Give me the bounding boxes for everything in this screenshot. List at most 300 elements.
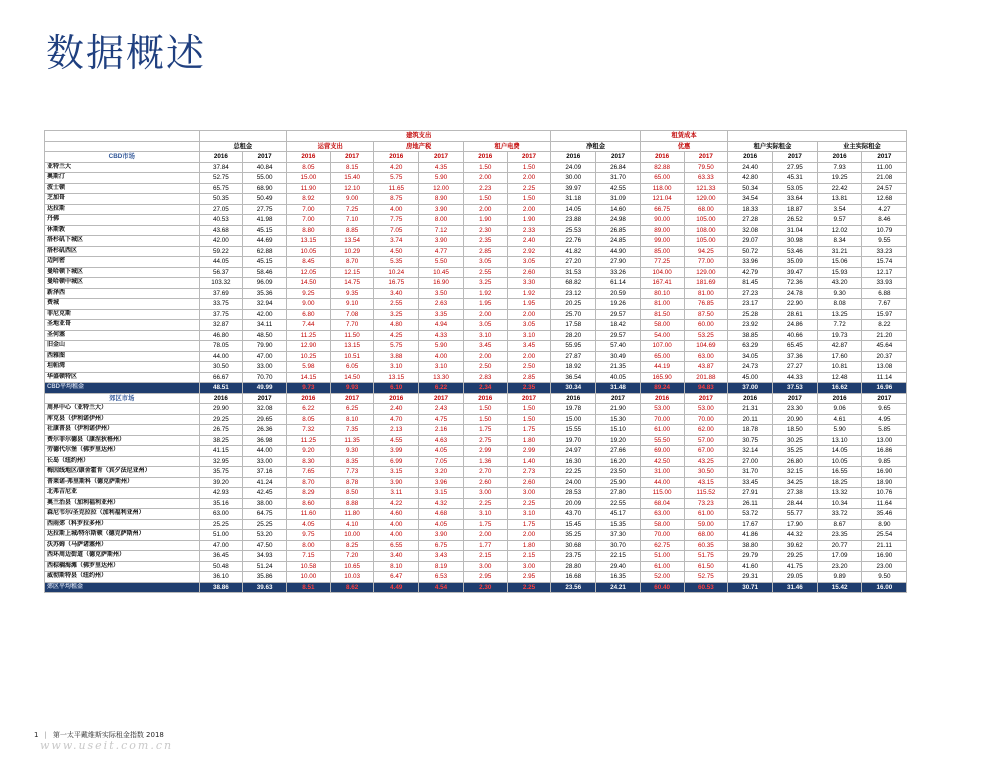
table-cell: 61.00 (684, 509, 728, 520)
table-cell: 24.78 (772, 288, 817, 299)
table-cell: 10.81 (817, 362, 862, 373)
table-cell: 20.90 (772, 414, 817, 425)
table-cell: 19.26 (596, 299, 641, 310)
table-row (45, 215, 948, 226)
table-cell: 31.53 (551, 267, 596, 278)
table-cell: 27.20 (551, 257, 596, 268)
table-cell: 10.00 (330, 530, 374, 541)
table-cell: 7.00 (287, 215, 331, 226)
table-cell: 30.49 (596, 351, 641, 362)
table-cell: 69.00 (640, 446, 684, 457)
table-cell: 53.25 (684, 330, 728, 341)
average-cell: 2.35 (507, 383, 551, 394)
table-cell: 2.40 (507, 236, 551, 247)
table-cell: 12.00 (419, 183, 464, 194)
table-cell: 14.50 (287, 278, 331, 289)
table-cell: 7.75 (374, 215, 419, 226)
table-cell: 2.00 (463, 204, 507, 215)
table-cell: 3.25 (463, 278, 507, 289)
table-cell: 81.00 (640, 299, 684, 310)
table-cell: 7.93 (817, 162, 862, 173)
table-cell: 9.00 (330, 194, 374, 205)
table-cell: 3.05 (463, 320, 507, 331)
table-cell: 53.46 (772, 246, 817, 257)
table-cell: 15.30 (596, 414, 641, 425)
table-cell: 31.00 (640, 467, 684, 478)
table-cell: 7.05 (419, 456, 464, 467)
table-cell: 1.92 (463, 288, 507, 299)
table-cell: 3.45 (463, 341, 507, 352)
table-cell: 103.32 (199, 278, 243, 289)
table-cell: 44.32 (772, 530, 817, 541)
table-cell: 12.15 (330, 267, 374, 278)
table-cell: 3.50 (419, 288, 464, 299)
table-cell: 36.54 (551, 372, 596, 383)
table-cell: 31.21 (817, 246, 862, 257)
table-cell: 8.67 (817, 519, 862, 530)
table-cell: 54.00 (640, 330, 684, 341)
average-cell: 24.21 (596, 582, 641, 593)
table-cell: 60.35 (684, 540, 728, 551)
table-cell: 68.04 (640, 498, 684, 509)
table-cell: 1.50 (463, 162, 507, 173)
table-cell: 8.85 (330, 225, 374, 236)
table-cell: 24.86 (772, 320, 817, 331)
table-cell: 121.33 (684, 183, 728, 194)
table-cell: 1.50 (507, 404, 551, 415)
table-cell: 44.69 (243, 236, 287, 247)
table-cell: 30.98 (772, 236, 817, 247)
table-cell: 3.10 (507, 509, 551, 520)
table-cell: 10.03 (330, 572, 374, 583)
table-cell: 34.54 (728, 194, 773, 205)
table-cell: 44.19 (640, 362, 684, 373)
table-cell: 4.50 (374, 246, 419, 257)
table-cell: 1.75 (463, 425, 507, 436)
table-cell: 53.00 (684, 404, 728, 415)
table-cell: 8.45 (287, 257, 331, 268)
year-header: 2017 (684, 393, 728, 404)
table-cell: 3.35 (419, 309, 464, 320)
table-cell: 36.98 (243, 435, 287, 446)
table-cell: 43.20 (817, 278, 862, 289)
table-cell: 11.90 (287, 183, 331, 194)
header-building-costs: 建筑支出 (287, 131, 551, 142)
table-cell: 8.88 (330, 498, 374, 509)
table-cell: 10.29 (330, 246, 374, 257)
table-row (45, 540, 948, 551)
table-cell: 4.60 (374, 509, 419, 520)
table-cell: 9.30 (817, 288, 862, 299)
table-cell: 70.00 (640, 530, 684, 541)
table-cell: 13.08 (862, 362, 907, 373)
table-cell: 34.11 (243, 320, 287, 331)
table-cell: 33.26 (596, 267, 641, 278)
table-cell: 29.57 (596, 330, 641, 341)
table-cell: 3.10 (463, 330, 507, 341)
table-cell: 6.05 (330, 362, 374, 373)
table-cell: 68.00 (684, 530, 728, 541)
table-cell: 2.73 (507, 467, 551, 478)
table-cell: 25.25 (199, 519, 243, 530)
table-cell: 42.93 (199, 488, 243, 499)
table-cell: 2.60 (463, 477, 507, 488)
table-cell: 8.22 (862, 320, 907, 331)
table-cell: 10.65 (330, 561, 374, 572)
table-cell: 1.75 (507, 519, 551, 530)
table-cell: 33.96 (728, 257, 773, 268)
table-cell: 108.00 (684, 225, 728, 236)
table-cell: 57.00 (684, 435, 728, 446)
average-cell: 2.30 (463, 582, 507, 593)
table-cell: 31.70 (596, 173, 641, 184)
table-cell: 129.00 (684, 267, 728, 278)
table-cell: 19.25 (817, 173, 862, 184)
market-name: 西雨郊（科罗拉多州） (45, 519, 200, 530)
table-cell: 14.05 (817, 446, 862, 457)
market-name: 曼哈顿下城区 (45, 267, 200, 278)
table-cell: 76.85 (684, 299, 728, 310)
year-header: 2017 (243, 393, 287, 404)
table-cell: 82.88 (640, 162, 684, 173)
table-cell: 1.90 (463, 215, 507, 226)
table-cell: 32.15 (772, 467, 817, 478)
table-cell: 41.60 (728, 561, 773, 572)
table-cell: 10.34 (817, 498, 862, 509)
table-row (45, 278, 948, 289)
table-cell: 30.25 (772, 435, 817, 446)
header-lease-fee: 租户电费 (463, 141, 550, 152)
table-cell: 8.70 (287, 477, 331, 488)
table-cell: 9.57 (817, 215, 862, 226)
table-cell: 16.75 (374, 278, 419, 289)
year-header: 2017 (684, 152, 728, 163)
table-cell: 2.85 (507, 372, 551, 383)
table-cell: 16.20 (596, 456, 641, 467)
table-cell: 18.25 (817, 477, 862, 488)
table-cell: 28.61 (772, 309, 817, 320)
table-cell: 41.98 (243, 215, 287, 226)
table-cell: 25.25 (243, 519, 287, 530)
table-cell: 42.00 (243, 309, 287, 320)
table-cell: 3.00 (507, 488, 551, 499)
table-cell: 1.50 (507, 414, 551, 425)
table-cell: 25.28 (728, 309, 773, 320)
table-cell: 2.00 (507, 351, 551, 362)
average-cell: 49.99 (243, 383, 287, 394)
table-cell: 23.12 (551, 288, 596, 299)
year-header: 2017 (772, 152, 817, 163)
table-cell: 15.74 (862, 257, 907, 268)
table-cell: 81.45 (728, 278, 773, 289)
table-cell: 4.05 (419, 519, 464, 530)
table-cell: 37.84 (199, 162, 243, 173)
table-cell: 29.25 (772, 551, 817, 562)
table-cell: 24.00 (551, 477, 596, 488)
table-cell: 13.81 (817, 194, 862, 205)
table-cell: 45.31 (772, 173, 817, 184)
market-name: 洛杉矶西区 (45, 246, 200, 257)
table-cell: 20.11 (728, 414, 773, 425)
table-cell: 1.90 (507, 215, 551, 226)
table-cell: 10.58 (287, 561, 331, 572)
table-cell: 5.85 (862, 425, 907, 436)
table-cell: 13.15 (287, 236, 331, 247)
year-header: 2017 (862, 393, 907, 404)
table-cell: 2.00 (463, 351, 507, 362)
table-row (45, 267, 948, 278)
market-name: 西棕榈海滩（佛罗里达州） (45, 561, 200, 572)
table-cell: 11.35 (330, 435, 374, 446)
year-header: 2016 (551, 393, 596, 404)
table-cell: 33.00 (243, 362, 287, 373)
table-cell: 9.65 (862, 404, 907, 415)
table-cell: 6.80 (287, 309, 331, 320)
table-cell: 32.08 (728, 225, 773, 236)
table-cell: 22.76 (551, 236, 596, 247)
table-cell: 78.05 (199, 341, 243, 352)
table-cell: 2.25 (463, 498, 507, 509)
table-cell: 25.54 (862, 530, 907, 541)
table-cell: 1.50 (463, 404, 507, 415)
table-cell: 5.50 (419, 257, 464, 268)
table-cell: 18.87 (772, 204, 817, 215)
table-cell: 27.38 (772, 488, 817, 499)
table-cell: 23.50 (596, 467, 641, 478)
average-cell: 4.54 (419, 582, 464, 593)
average-cell: 16.00 (862, 582, 907, 593)
table-cell: 72.36 (772, 278, 817, 289)
header-net-rent: 净租金 (551, 141, 640, 152)
market-name: 费尔菲尔德县（康涅狄格州） (45, 435, 200, 446)
table-cell: 34.25 (772, 477, 817, 488)
table-cell: 2.99 (507, 446, 551, 457)
average-cell: 37.53 (772, 383, 817, 394)
table-cell: 89.00 (640, 225, 684, 236)
table-cell: 7.05 (374, 225, 419, 236)
table-cell: 105.00 (684, 215, 728, 226)
table-cell: 33.93 (862, 278, 907, 289)
table-cell: 3.20 (419, 467, 464, 478)
table-cell: 4.27 (862, 204, 907, 215)
table-row (45, 225, 948, 236)
table-cell: 1.75 (507, 425, 551, 436)
table-cell: 4.25 (374, 330, 419, 341)
table-cell: 16.68 (551, 572, 596, 583)
table-cell: 7.35 (330, 425, 374, 436)
table-cell: 35.36 (243, 288, 287, 299)
table-cell: 5.75 (374, 341, 419, 352)
table-cell: 23.00 (862, 561, 907, 572)
table-cell: 8.34 (817, 236, 862, 247)
table-cell: 39.20 (199, 477, 243, 488)
table-cell: 27.27 (772, 362, 817, 373)
table-cell: 1.40 (507, 456, 551, 467)
table-cell: 3.00 (463, 561, 507, 572)
table-cell: 27.95 (772, 162, 817, 173)
table-cell: 5.75 (374, 173, 419, 184)
table-cell: 77.25 (640, 257, 684, 268)
market-name: 波士顿 (45, 183, 200, 194)
table-cell: 13.15 (330, 341, 374, 352)
table-cell: 8.75 (374, 194, 419, 205)
table-cell: 16.90 (419, 278, 464, 289)
table-cell: 17.09 (817, 551, 862, 562)
table-cell: 39.47 (772, 267, 817, 278)
table-cell: 47.00 (199, 540, 243, 551)
table-row (45, 288, 948, 299)
year-header: 2016 (287, 152, 331, 163)
market-name: 芝加哥 (45, 194, 200, 205)
table-cell: 8.78 (330, 477, 374, 488)
table-cell: 26.11 (728, 498, 773, 509)
market-name: 旧金山 (45, 341, 200, 352)
average-label: CBD平均租金 (45, 383, 200, 394)
table-row (45, 519, 948, 530)
table-cell: 35.25 (551, 530, 596, 541)
table-cell: 1.50 (463, 414, 507, 425)
table-cell: 38.00 (243, 498, 287, 509)
market-name: 北弗吉尼亚 (45, 488, 200, 499)
table-cell: 2.50 (507, 362, 551, 373)
table-cell: 7.12 (419, 225, 464, 236)
table-cell: 8.10 (374, 561, 419, 572)
table-cell: 27.00 (728, 456, 773, 467)
table-cell: 7.67 (862, 299, 907, 310)
table-cell: 2.43 (419, 404, 464, 415)
table-cell: 31.70 (728, 467, 773, 478)
table-cell: 3.90 (374, 477, 419, 488)
table-cell: 65.45 (772, 341, 817, 352)
table-cell: 58.46 (243, 267, 287, 278)
table-cell: 77.00 (684, 257, 728, 268)
table-cell: 43.70 (551, 509, 596, 520)
table-cell: 3.43 (419, 551, 464, 562)
year-header: 2016 (640, 393, 684, 404)
table-cell: 4.70 (374, 414, 419, 425)
average-cell: 9.93 (330, 383, 374, 394)
table-cell: 24.57 (862, 183, 907, 194)
table-cell: 31.18 (551, 194, 596, 205)
table-cell: 68.00 (684, 204, 728, 215)
table-cell: 19.70 (551, 435, 596, 446)
year-header: 2017 (419, 393, 464, 404)
table-cell: 45.15 (243, 225, 287, 236)
average-cell: 89.24 (640, 383, 684, 394)
table-cell: 23.30 (772, 404, 817, 415)
year-header: 2016 (199, 152, 243, 163)
average-cell: 30.34 (551, 383, 596, 394)
table-cell: 20.37 (862, 351, 907, 362)
table-cell: 4.22 (374, 498, 419, 509)
table-cell: 26.84 (596, 162, 641, 173)
table-cell: 13.10 (817, 435, 862, 446)
table-cell: 2.95 (463, 572, 507, 583)
table-row (45, 204, 948, 215)
table-cell: 57.40 (596, 341, 641, 352)
table-cell: 35.16 (199, 498, 243, 509)
table-cell: 29.07 (728, 236, 773, 247)
table-cell: 15.00 (551, 414, 596, 425)
market-name: 奥斯汀 (45, 173, 200, 184)
table-cell: 10.05 (817, 456, 862, 467)
table-cell: 26.52 (772, 215, 817, 226)
table-cell: 17.60 (817, 351, 862, 362)
table-cell: 79.90 (243, 341, 287, 352)
table-cell: 34.05 (728, 351, 773, 362)
table-cell: 96.09 (243, 278, 287, 289)
table-cell: 52.75 (684, 572, 728, 583)
table-cell: 3.90 (419, 530, 464, 541)
table-cell: 59.22 (199, 246, 243, 257)
table-row (45, 330, 948, 341)
average-cell: 31.48 (596, 383, 641, 394)
table-cell: 16.90 (862, 551, 907, 562)
table-cell: 14.50 (330, 372, 374, 383)
table-cell: 32.14 (728, 446, 773, 457)
year-header: 2016 (374, 152, 419, 163)
table-cell: 37.36 (772, 351, 817, 362)
table-cell: 15.97 (862, 309, 907, 320)
table-cell: 24.85 (596, 236, 641, 247)
table-cell: 33.75 (199, 299, 243, 310)
table-cell: 14.05 (551, 204, 596, 215)
table-cell: 3.45 (507, 341, 551, 352)
header-owner-effective-rent: 业主实际租金 (817, 141, 906, 152)
table-cell: 53.00 (640, 404, 684, 415)
average-cell: 8.51 (287, 582, 331, 593)
table-cell: 40.53 (199, 215, 243, 226)
table-cell: 11.64 (862, 498, 907, 509)
table-cell: 2.40 (374, 404, 419, 415)
header-group-row (45, 131, 948, 142)
table-cell: 15.45 (551, 519, 596, 530)
table-cell: 2.35 (463, 236, 507, 247)
table-cell: 14.75 (330, 278, 374, 289)
table-cell: 12.02 (817, 225, 862, 236)
table-cell: 18.92 (551, 362, 596, 373)
table-cell: 22.55 (596, 498, 641, 509)
table-cell: 51.75 (684, 551, 728, 562)
market-name: 普莱诺-弗里斯科（德克萨斯州） (45, 477, 200, 488)
table-cell: 64.75 (243, 509, 287, 520)
table-cell: 2.85 (463, 246, 507, 257)
average-cell: 9.73 (287, 383, 331, 394)
market-name: 长岛（纽约州） (45, 456, 200, 467)
table-cell: 8.29 (287, 488, 331, 499)
table-cell: 8.05 (287, 162, 331, 173)
table-cell: 3.54 (817, 204, 862, 215)
table-cell: 15.00 (287, 173, 331, 184)
table-cell: 24.97 (551, 446, 596, 457)
table-cell: 7.65 (287, 467, 331, 478)
table-cell: 8.90 (419, 194, 464, 205)
table-cell: 5.90 (419, 341, 464, 352)
market-name: 洛杉矶下城区 (45, 236, 200, 247)
table-cell: 61.50 (684, 561, 728, 572)
table-cell: 4.33 (419, 330, 464, 341)
header-rental-costs: 租赁成本 (640, 131, 727, 142)
year-header: 2017 (596, 393, 641, 404)
table-cell: 52.75 (199, 173, 243, 184)
table-cell: 12.17 (862, 267, 907, 278)
table-cell: 2.60 (507, 477, 551, 488)
table-cell: 26.36 (243, 425, 287, 436)
table-cell: 41.15 (199, 446, 243, 457)
table-cell: 11.80 (330, 509, 374, 520)
table-cell: 61.14 (596, 278, 641, 289)
table-cell: 14.15 (287, 372, 331, 383)
